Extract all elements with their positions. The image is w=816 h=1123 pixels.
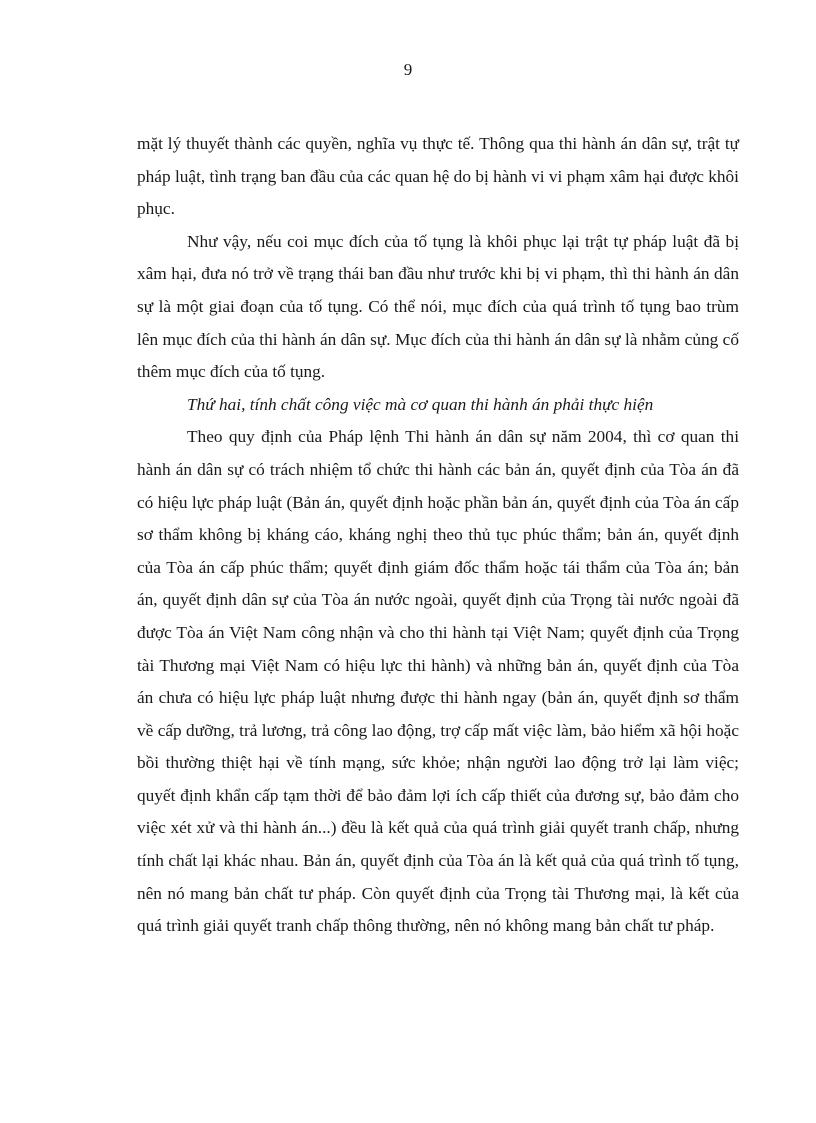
document-body bbox=[137, 128, 739, 943]
page-number: 9 bbox=[403, 60, 413, 79]
paragraph-continuation: mặt lý thuyết thành các quyền, nghĩa vụ thực tế. Thông qua thi hành án dân sự, trật tự pháp luật, tình trạng ban đầu của các quan hệ do bị hành vi vi phạm xâm hại được khôi phục. bbox=[137, 134, 739, 219]
paragraph-regulation: Theo quy định của Pháp lệnh Thi hành án dân sự năm 2004, thì cơ quan thi hành án dân sự có trách nhiệm tổ chức thi hành các bản án, quyết định của Tòa án đã có hiệu lực pháp luật (Bản án, quyết định hoặc phần bản án, quyết định của Tòa án cấp sơ thẩm không bị kháng cáo, kháng nghị theo thủ tục phúc thẩm; bản án, quyết định của Tòa án cấp phúc thẩm; quyết định giám đốc thẩm hoặc tái thẩm của Tòa án; bản án, quyết định dân sự của Tòa án nước ngoài, quyết định của Trọng tài nước ngoài đã được Tòa án Việt Nam công nhận và cho thi hành tại Việt Nam; quyết định của Trọng tài Thương mại Việt Nam có hiệu lực thi hành) và những bản án, quyết định của Tòa án chưa có hiệu lực pháp luật nhưng được thi hành ngay (bản án, quyết định sơ thẩm về cấp dưỡng, trả lương, trả công lao động, trợ cấp mất việc làm, bảo hiểm xã hội hoặc bồi thường thiệt hại về tính mạng, sức khỏe; nhận người lao động trở lại làm việc; quyết định khẩn cấp tạm thời để bảo đảm lợi ích cấp thiết của đương sự, bảo đảm cho việc xét xử và thi hành án...) đều là kết quả của quá trình giải quyết tranh chấp, nhưng tính chất lại khác nhau. Bản án, quyết định của Tòa án là kết quả của quá trình tố tụng, nên nó mang bản chất tư pháp. Còn quyết định của Trọng tài Thương mại, là kết của quá trình giải quyết tranh chấp thông thường, nên nó không mang bản chất tư pháp. bbox=[137, 427, 739, 936]
paragraph-purpose: Như vậy, nếu coi mục đích của tố tụng là khôi phục lại trật tự pháp luật đã bị xâm hại, đưa nó trở về trạng thái ban đầu như trước khi bị vi phạm, thì thi hành án dân sự là một giai đoạn của tố tụng. Có thể nói, mục đích của quá trình tố tụng bao trùm lên mục đích của thi hành án dân sự. Mục đích của thi hành án dân sự là nhằm củng cố thêm mục đích của tố tụng. bbox=[137, 231, 739, 382]
section-heading: Thứ hai, tính chất công việc mà cơ quan thi hành án phải thực hiện bbox=[187, 394, 654, 414]
